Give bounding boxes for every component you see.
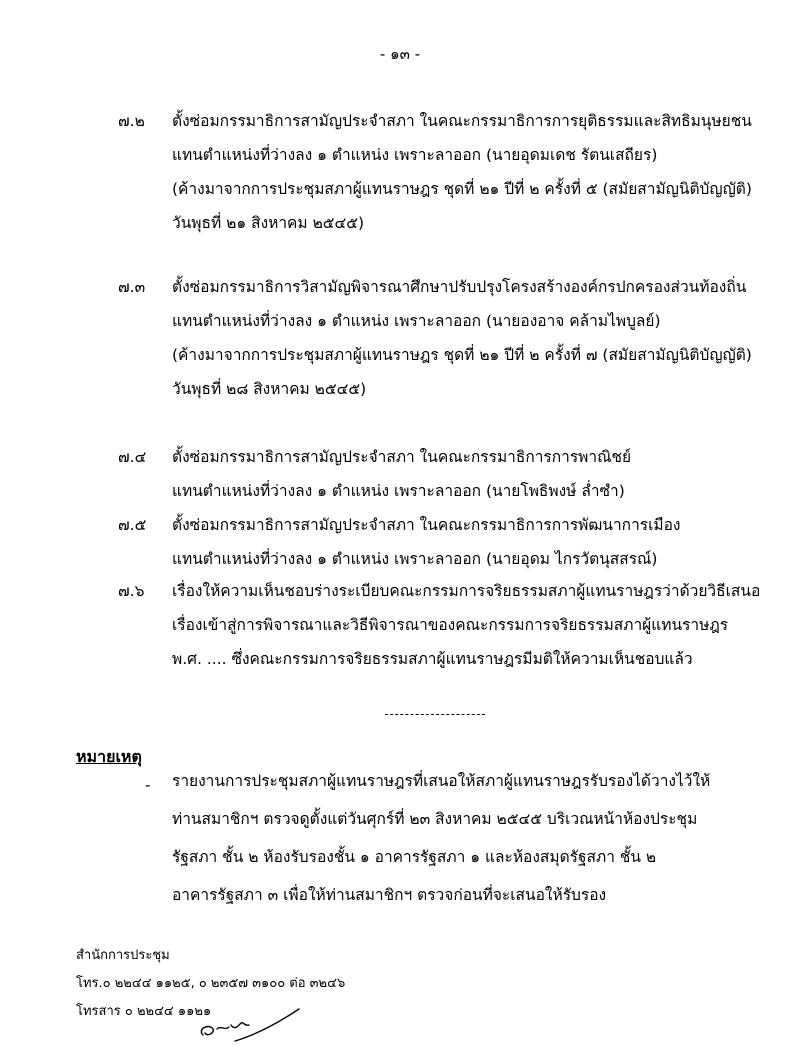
item-line: พ.ศ. .... ซึ่งคณะกรรมการจริยธรรมสภาผู้แทนราษฎรมีมติให้ความเห็นชอบแล้ว bbox=[172, 650, 693, 668]
item-line: ตั้งซ่อมกรรมาธิการสามัญประจำสภา ในคณะกรรมาธิการการพาณิชย์ bbox=[172, 448, 632, 466]
item-line: (ค้างมาจากการประชุมสภาผู้แทนราษฎร ชุดที่ ๒๑ ปีที่ ๒ ครั้งที่ ๕ (สมัยสามัญนิติบัญญัติ) bbox=[172, 180, 752, 198]
remarks-title: หมายเหตุ bbox=[76, 747, 142, 766]
remarks-line: ท่านสมาชิกฯ ตรวจดูตั้งแต่วันศุกร์ที่ ๒๓ สิงหาคม ๒๕๔๕ บริเวณหน้าห้องประชุม bbox=[172, 810, 698, 828]
item-line: (ค้างมาจากการประชุมสภาผู้แทนราษฎร ชุดที่ ๒๑ ปีที่ ๒ ครั้งที่ ๗ (สมัยสามัญนิติบัญญัติ) bbox=[172, 346, 752, 364]
item-line: ตั้งซ่อมกรรมาธิการวิสามัญพิจารณาศึกษาปรับปรุงโครงสร้างองค์กรปกครองส่วนท้องถิ่น bbox=[172, 278, 747, 296]
item-line: เรื่องเข้าสู่การพิจารณาและวิธีพิจารณาของคณะกรรมการจริยธรรมสภาผู้แทนราษฎร bbox=[172, 616, 729, 634]
remarks-line: รายงานการประชุมสภาผู้แทนราษฎรที่เสนอให้สภาผู้แทนราษฎรรับรองได้วางไว้ให้ bbox=[172, 772, 711, 790]
item-line: แทนตำแหน่งที่ว่างลง ๑ ตำแหน่ง เพราะลาออก (นายโพธิพงษ์ ล่ำซำ) bbox=[172, 482, 625, 500]
footer-phone: โทร.๐ ๒๒๔๔ ๑๑๒๕, ๐ ๒๓๕๗ ๓๑๐๐ ต่อ ๓๒๔๖ bbox=[76, 976, 346, 991]
footer-office: สำนักการประชุม bbox=[76, 948, 170, 963]
section-divider bbox=[385, 714, 485, 715]
remarks-line: รัฐสภา ชั้น ๒ ห้องรับรองชั้น ๑ อาคารรัฐสภา ๑ และห้องสมุดรัฐสภา ชั้น ๒ bbox=[172, 848, 657, 866]
item-line: แทนตำแหน่งที่ว่างลง ๑ ตำแหน่ง เพราะลาออก (นายอุดมเดช รัตนเสถียร) bbox=[172, 146, 658, 164]
item-line: แทนตำแหน่งที่ว่างลง ๑ ตำแหน่ง เพราะลาออก (นายอุดม ไกรวัตนุสสรณ์) bbox=[172, 550, 658, 568]
item-number: ๗.๕ bbox=[118, 516, 147, 534]
handwritten-signature bbox=[195, 1005, 305, 1045]
remarks-bullet: - bbox=[145, 776, 151, 794]
item-number: ๗.๓ bbox=[118, 278, 146, 296]
item-line: ตั้งซ่อมกรรมาธิการสามัญประจำสภา ในคณะกรรมาธิการการยุติธรรมและสิทธิมนุษยชน bbox=[172, 112, 752, 130]
item-line: วันพุธที่ ๒๑ สิงหาคม ๒๕๔๕) bbox=[172, 214, 365, 232]
page-number: - ๑๓ - bbox=[379, 45, 421, 63]
item-line: แทนตำแหน่งที่ว่างลง ๑ ตำแหน่ง เพราะลาออก (นายองอาจ คล้ามไพบูลย์) bbox=[172, 312, 661, 330]
item-line: วันพุธที่ ๒๘ สิงหาคม ๒๕๔๕) bbox=[172, 380, 367, 398]
item-line: เรื่องให้ความเห็นชอบร่างระเบียบคณะกรรมการจริยธรรมสภาผู้แทนราษฎรว่าด้วยวิธีเสนอ bbox=[172, 582, 761, 600]
footer-fax: โทรสาร ๐ ๒๒๔๔ ๑๑๒๑ bbox=[76, 1004, 212, 1019]
item-number: ๗.๔ bbox=[118, 448, 147, 466]
item-line: ตั้งซ่อมกรรมาธิการสามัญประจำสภา ในคณะกรรมาธิการการพัฒนาการเมือง bbox=[172, 516, 681, 534]
remarks-line: อาคารรัฐสภา ๓ เพื่อให้ท่านสมาชิกฯ ตรวจก่อนที่จะเสนอให้รับรอง bbox=[172, 886, 607, 904]
item-number: ๗.๖ bbox=[118, 582, 145, 600]
item-number: ๗.๒ bbox=[118, 112, 145, 130]
